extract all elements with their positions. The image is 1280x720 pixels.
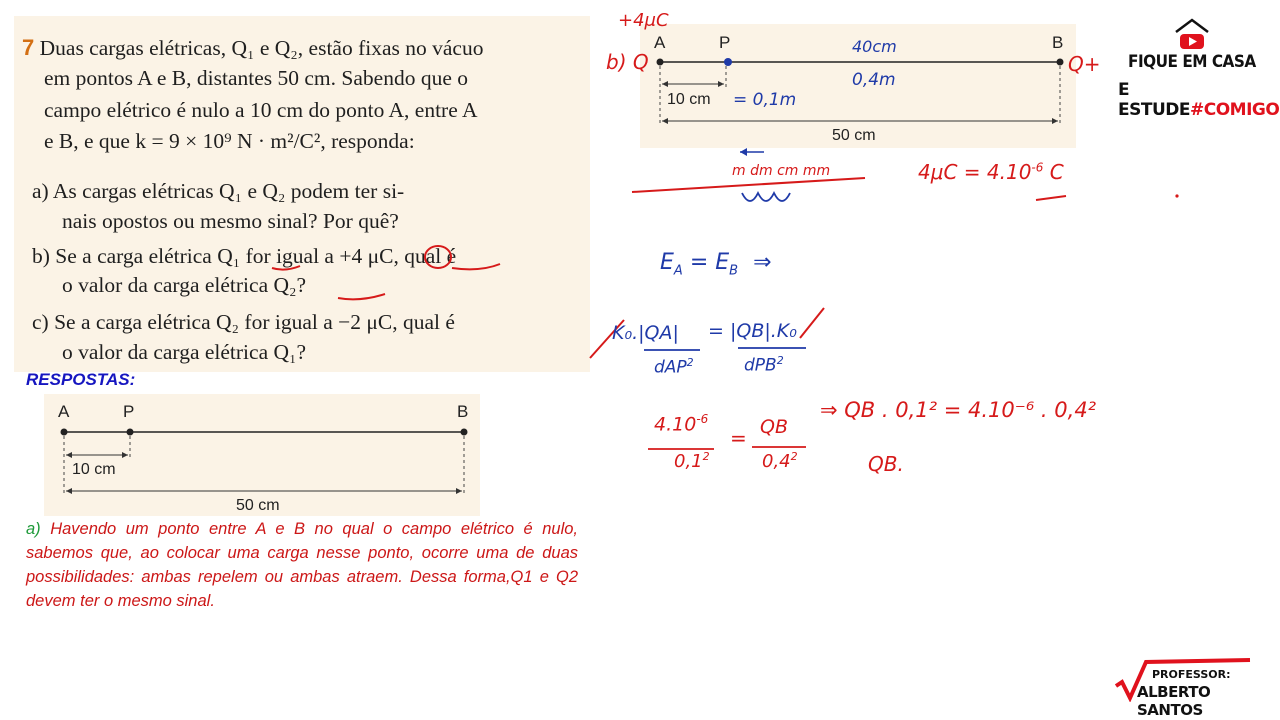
hw-q-plus: Q+ [1068, 52, 1101, 76]
logo-line-1: FIQUE EM CASA [1128, 52, 1256, 72]
item-b-line-2: o valor da carga elétrica Q₂? [62, 273, 307, 297]
problem-line-2: em pontos A e B, distantes 50 cm. Sabendo que o [44, 66, 468, 90]
hw-eq2-left-num: K₀.|QA| [612, 322, 679, 344]
label-dist-ap: 10 cm [72, 461, 116, 478]
hw-label-dist-ap: 10 cm [667, 91, 711, 108]
youtube-house-icon [1172, 18, 1212, 50]
hw-eq2-left-den-text: dAP [654, 357, 687, 378]
item-c-line-1: c) Se a carga elétrica Q₂ for igual a −2 μC, qual é [32, 310, 455, 334]
hw-eq3-qb: QB [760, 416, 788, 438]
label-p: P [123, 402, 135, 421]
hw-eq3-num-text: 4.10 [654, 413, 697, 436]
item-b-line-1: b) Se a carga elétrica Q₁ for igual a +4 μC, qual é [32, 244, 457, 268]
hw-conversion [918, 160, 1064, 184]
hw-eq1-sub-a: A [673, 263, 683, 279]
problem-number: 7 [22, 35, 35, 60]
hw-dist-04: 0,4m [852, 70, 896, 90]
hw-eq3-den: $0,1^2$ [674, 450, 710, 472]
label-a: A [58, 402, 70, 421]
answer-a-label: a) [26, 520, 41, 538]
logo-line-2 [1118, 80, 1280, 120]
hw-label-b: B [1052, 33, 1064, 52]
answer-a-text: Havendo um ponto entre A e B no qual o campo elétrico é nulo, sabemos que, ao colocar uma carga nesse ponto, ocorre uma de duas possibilidades: ambas repelem ou ambas atraem. Dessa forma,Q1 e Q2 devem ter o mesmo sinal. [26, 520, 578, 610]
hw-eq3-equals: = [730, 426, 747, 450]
signature-name: ALBERTO SANTOS [1137, 683, 1211, 719]
hw-units: m dm cm mm [732, 163, 831, 179]
label-dist-ab: 50 cm [236, 497, 280, 514]
hw-eq1-e: E [660, 250, 674, 275]
hw-eq3-den2: $0,4^2$ [762, 450, 798, 472]
logo-line-2-a: E ESTUDE [1118, 80, 1190, 120]
hw-label-a: A [654, 33, 666, 52]
hw-eq2-right-den: dPB$^2$ [744, 354, 784, 376]
hw-label-dist-ab: 50 cm [832, 127, 876, 144]
problem-line-4: e B, e que k = 9 × 10⁹ N · m²/C², responda: [44, 129, 415, 153]
hw-item-b: b) Q [606, 50, 649, 74]
hw-eq3-num [654, 412, 708, 435]
hw-eq1-sub-b: B [729, 263, 739, 279]
hw-conv-unit: C [1049, 160, 1064, 184]
hw-eq3-num-exp: -6 [696, 412, 709, 426]
hw-conv-main: 4μC = 4.10 [918, 160, 1032, 184]
problem-text-1: Duas cargas elétricas, Q₁ e Q₂, estão fixas no vácuo [39, 36, 484, 60]
label-b: B [457, 402, 469, 421]
hw-eq3-result: ⇒ QB . 0,1² = 4.10⁻⁶ . 0,4² [820, 398, 1097, 422]
problem-line-3: campo elétrico é nulo a 10 cm do ponto A, entre A [44, 98, 478, 122]
hw-eq2-left-den: dAP$^2$ [654, 356, 694, 378]
hw-label-p: P [719, 33, 731, 52]
signature-title: PROFESSOR: [1152, 668, 1231, 681]
hw-eq4: QB. [868, 452, 904, 476]
hw-charge: +4μC [618, 10, 669, 31]
logo-line-2-b: #COMIGO [1189, 100, 1280, 120]
hw-eq3-den2-text: 0,4 [762, 451, 791, 472]
answers-heading: RESPOSTAS: [26, 370, 136, 389]
hw-dist-40: 40cm [852, 37, 897, 56]
item-a-line-1: a) As cargas elétricas Q₁ e Q₂ podem ter si- [32, 179, 405, 203]
hw-eq3-den-text: 0,1 [674, 451, 703, 472]
hw-eq1-arrow: ⇒ [753, 250, 772, 275]
hw-eq1-equals: = E [689, 250, 730, 275]
item-c-line-2: o valor da carga elétrica Q₁? [62, 340, 307, 364]
hw-eq1 [660, 250, 772, 278]
hw-eq2-right-den-text: dPB [744, 355, 777, 376]
hw-dist-01: = 0,1m [733, 90, 797, 110]
item-a-line-2: nais opostos ou mesmo sinal? Por quê? [62, 209, 399, 233]
hw-conv-exp: -6 [1031, 160, 1044, 175]
hw-eq2-right-num: = |QB|.K₀ [708, 320, 797, 342]
